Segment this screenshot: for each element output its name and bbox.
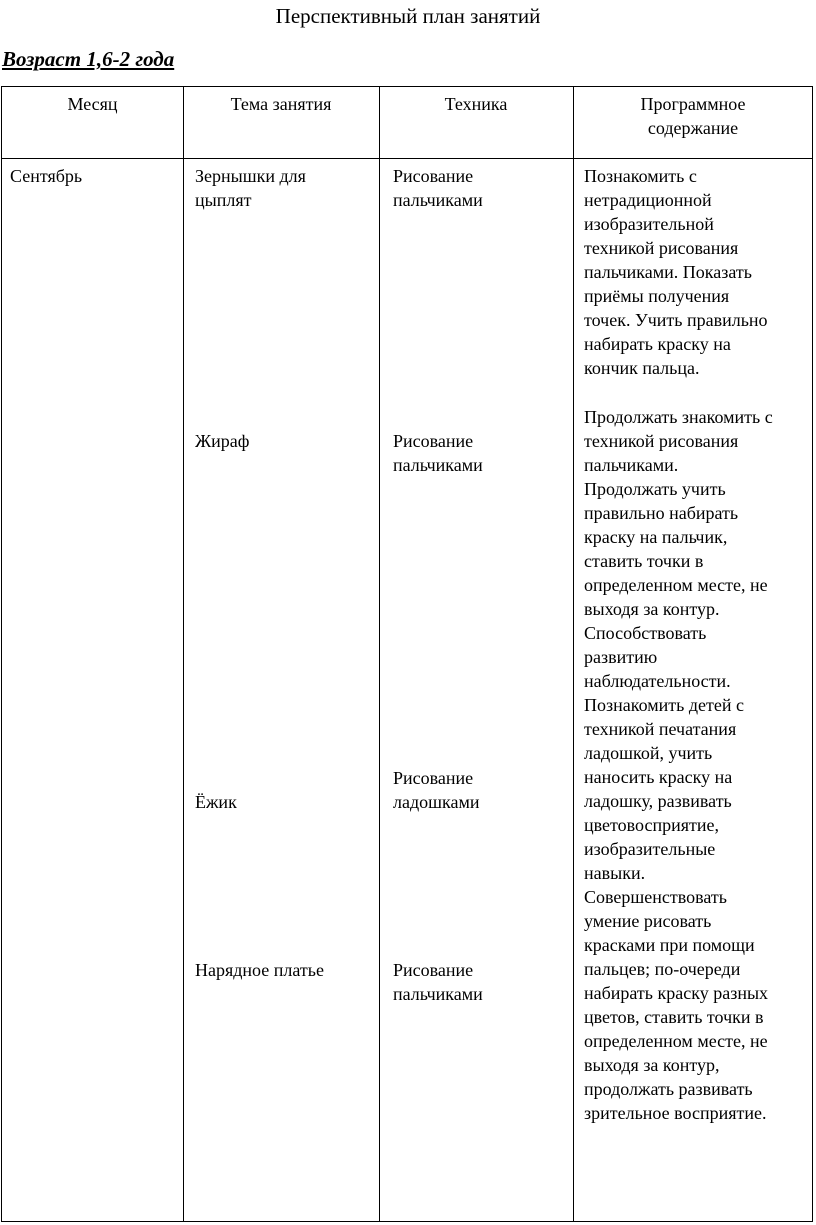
text-line: пальчиками [393, 455, 483, 475]
text-line: точек. Учить правильно [584, 310, 768, 330]
text-line: приёмы получения [584, 286, 730, 306]
text-line: правильно набирать [584, 503, 739, 523]
cell-technique [393, 958, 568, 1006]
text-line: Рисование [393, 768, 474, 788]
column-divider [183, 87, 184, 1221]
text-line: ладошкой, учить [584, 743, 713, 763]
cell-content [584, 885, 812, 1125]
text-line: пальцев; по-очереди [584, 959, 741, 979]
header-topic: Тема занятия [230, 94, 332, 114]
cell-month: Сентябрь [10, 166, 83, 186]
text-line: пальчиками [393, 190, 483, 210]
text-line: краску на пальчик, [584, 527, 728, 547]
cell-topic [195, 429, 375, 453]
cell-topic [195, 164, 375, 212]
text-line: Рисование [393, 431, 474, 451]
text-line: Ёжик [195, 792, 237, 812]
header-content-line: содержание [647, 118, 739, 138]
text-line: цветовосприятие, [584, 815, 719, 835]
column-divider [573, 87, 574, 1221]
text-line: выходя за контур. [584, 599, 720, 619]
text-line: набирать краску на [584, 334, 731, 354]
age-heading: Возраст 1,6-2 года [2, 47, 175, 71]
cell-technique [393, 164, 568, 212]
text-line: выходя за контур, [584, 1055, 720, 1075]
text-line: техникой рисования [584, 238, 739, 258]
text-line: цыплят [195, 190, 252, 210]
text-line: ладошку, развивать [584, 791, 732, 811]
text-line: цветов, ставить точки в [584, 1007, 764, 1027]
text-line: Познакомить детей с [584, 695, 744, 715]
text-line: Способствовать [584, 623, 707, 643]
text-line: ставить точки в [584, 551, 704, 571]
cell-technique [393, 766, 568, 814]
text-line: Жираф [195, 431, 250, 451]
text-line: пальчиками. [584, 455, 679, 475]
header-month: Месяц [67, 94, 118, 114]
text-line: развитию [584, 647, 658, 667]
text-line: набирать краску разных [584, 983, 769, 1003]
text-line: Рисование [393, 166, 474, 186]
text-line: Нарядное платье [195, 960, 324, 980]
text-line: определенном месте, не [584, 1031, 768, 1051]
text-line: ладошками [393, 792, 480, 812]
cell-content [584, 693, 812, 885]
text-line: пальчиками [393, 984, 483, 1004]
text-line: кончик пальца. [584, 358, 700, 378]
text-line: изобразительные [584, 839, 716, 859]
cell-content [584, 405, 812, 693]
text-line: пальчиками. Показать [584, 262, 752, 282]
document-title: Перспективный план занятий [275, 4, 541, 28]
text-line: техникой печатания [584, 719, 737, 739]
text-line: изобразительной [584, 214, 714, 234]
text-line: умение рисовать [584, 911, 712, 931]
header-content [573, 92, 813, 140]
text-line: Рисование [393, 960, 474, 980]
text-line: Совершенствовать [584, 887, 727, 907]
text-line: техникой рисования [584, 431, 739, 451]
text-line: Продолжать учить [584, 479, 726, 499]
cell-topic [195, 790, 375, 814]
text-line: красками при помощи [584, 935, 755, 955]
cell-topic [195, 958, 375, 982]
text-line: наносить краску на [584, 767, 733, 787]
cell-technique [393, 429, 568, 477]
text-line: зрительное восприятие. [584, 1103, 767, 1123]
column-divider [379, 87, 380, 1221]
header-divider [2, 158, 812, 159]
header-technique: Техника [444, 94, 508, 114]
text-line: Продолжать знакомить с [584, 407, 773, 427]
cell-content [584, 164, 812, 380]
text-line: определенном месте, не [584, 575, 768, 595]
text-line: Зернышки для [195, 166, 306, 186]
text-line: Познакомить с [584, 166, 697, 186]
text-line: продолжать развивать [584, 1079, 753, 1099]
plan-table [1, 86, 813, 1222]
header-content-line: Программное [640, 94, 746, 114]
text-line: наблюдательности. [584, 671, 731, 691]
text-line: навыки. [584, 863, 646, 883]
text-line: нетрадиционной [584, 190, 712, 210]
